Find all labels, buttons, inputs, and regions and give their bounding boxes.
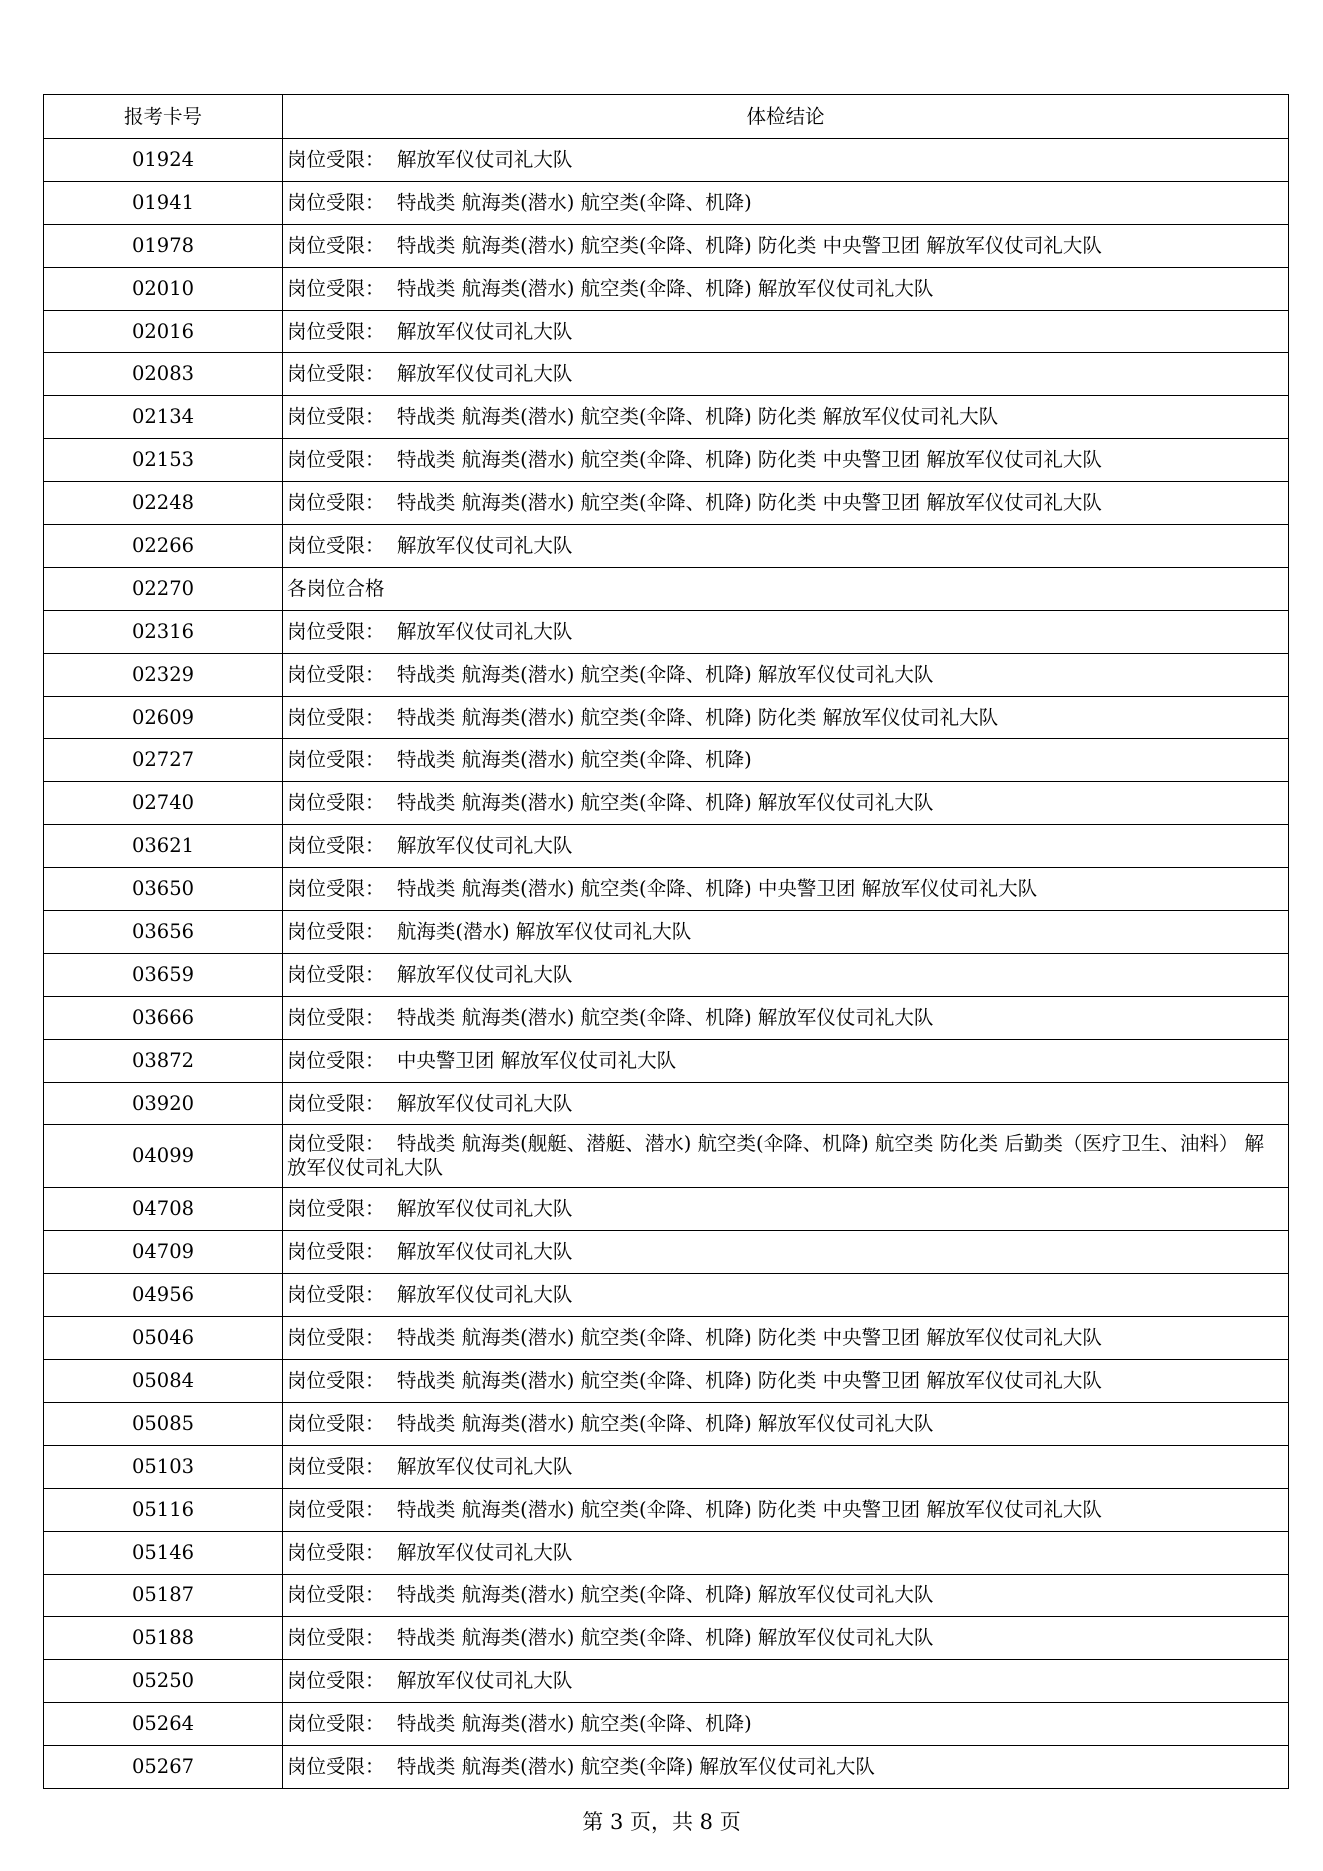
table-row [44,1082,1289,1125]
card-number-cell: 02609 [44,696,283,739]
table-row [44,825,1289,868]
card-number-cell: 03659 [44,953,283,996]
table-row [44,267,1289,310]
exam-conclusion-cell: 岗位受限： 特战类 航海类(潜水) 航空类(伞降) 解放军仪仗司礼大队 [283,1746,1289,1789]
exam-conclusion-cell: 岗位受限： 特战类 航海类(潜水) 航空类(伞降、机降) 解放军仪仗司礼大队 [283,1574,1289,1617]
table-row [44,1274,1289,1317]
card-number-cell: 05187 [44,1574,283,1617]
exam-conclusion-cell: 岗位受限： 特战类 航海类(潜水) 航空类(伞降、机降) 防化类 中央警卫团 解放军仪仗司礼大队 [283,1488,1289,1531]
card-number-cell: 05084 [44,1360,283,1403]
table-row [44,911,1289,954]
table-row [44,482,1289,525]
table-row [44,1317,1289,1360]
exam-conclusion-cell: 岗位受限： 解放军仪仗司礼大队 [283,1188,1289,1231]
card-number-cell: 03621 [44,825,283,868]
exam-conclusion-cell: 岗位受限： 解放军仪仗司礼大队 [283,1445,1289,1488]
card-number-cell: 05046 [44,1317,283,1360]
table-row [44,1746,1289,1789]
exam-conclusion-cell: 岗位受限： 特战类 航海类(潜水) 航空类(伞降、机降) 防化类 中央警卫团 解放军仪仗司礼大队 [283,439,1289,482]
table-row [44,1402,1289,1445]
exam-conclusion-cell: 岗位受限： 特战类 航海类(潜水) 航空类(伞降、机降) 防化类 中央警卫团 解放军仪仗司礼大队 [283,482,1289,525]
exam-conclusion-cell: 岗位受限： 特战类 航海类(舰艇、潜艇、潜水) 航空类(伞降、机降) 航空类 防化类 后勤类（医疗卫生、油料） 解放军仪仗司礼大队 [283,1125,1289,1188]
exam-conclusion-cell: 岗位受限： 特战类 航海类(潜水) 航空类(伞降、机降) 中央警卫团 解放军仪仗司礼大队 [283,868,1289,911]
card-number-cell: 01924 [44,139,283,182]
exam-conclusion-cell: 岗位受限： 解放军仪仗司礼大队 [283,139,1289,182]
table-row [44,224,1289,267]
table-row [44,1660,1289,1703]
table-row [44,953,1289,996]
table-row [44,696,1289,739]
exam-conclusion-cell: 岗位受限： 特战类 航海类(潜水) 航空类(伞降、机降) 解放军仪仗司礼大队 [283,267,1289,310]
table-row [44,653,1289,696]
card-number-cell: 04956 [44,1274,283,1317]
table-row [44,1188,1289,1231]
exam-conclusion-cell: 岗位受限： 解放军仪仗司礼大队 [283,353,1289,396]
exam-conclusion-cell: 岗位受限： 解放军仪仗司礼大队 [283,825,1289,868]
table-row [44,396,1289,439]
table-row [44,181,1289,224]
exam-conclusion-cell: 岗位受限： 解放军仪仗司礼大队 [283,525,1289,568]
table-row [44,782,1289,825]
exam-conclusion-cell: 岗位受限： 解放军仪仗司礼大队 [283,610,1289,653]
card-number-cell: 05250 [44,1660,283,1703]
table-row [44,1488,1289,1531]
exam-conclusion-cell: 各岗位合格 [283,567,1289,610]
card-number-cell: 04708 [44,1188,283,1231]
card-number-cell: 05188 [44,1617,283,1660]
table-row [44,1617,1289,1660]
exam-conclusion-cell: 岗位受限： 特战类 航海类(潜水) 航空类(伞降、机降) 防化类 解放军仪仗司礼大队 [283,696,1289,739]
table-row [44,439,1289,482]
table-row [44,139,1289,182]
card-number-cell: 02083 [44,353,283,396]
table-row [44,1039,1289,1082]
exam-conclusion-cell: 岗位受限： 解放军仪仗司礼大队 [283,1660,1289,1703]
table-row [44,1703,1289,1746]
table-row [44,1445,1289,1488]
table-row [44,1574,1289,1617]
table-row [44,353,1289,396]
card-number-cell: 05267 [44,1746,283,1789]
exam-conclusion-cell: 岗位受限： 特战类 航海类(潜水) 航空类(伞降、机降) 防化类 中央警卫团 解放军仪仗司礼大队 [283,224,1289,267]
card-number-cell: 02740 [44,782,283,825]
exam-conclusion-cell: 岗位受限： 特战类 航海类(潜水) 航空类(伞降、机降) 解放军仪仗司礼大队 [283,1402,1289,1445]
card-number-cell: 05264 [44,1703,283,1746]
exam-conclusion-cell: 岗位受限： 解放军仪仗司礼大队 [283,1531,1289,1574]
table-row [44,525,1289,568]
exam-conclusion-cell: 岗位受限： 特战类 航海类(潜水) 航空类(伞降、机降) 解放军仪仗司礼大队 [283,782,1289,825]
exam-conclusion-cell: 岗位受限： 解放军仪仗司礼大队 [283,1274,1289,1317]
exam-conclusion-cell: 岗位受限： 解放军仪仗司礼大队 [283,310,1289,353]
card-number-cell: 03666 [44,996,283,1039]
card-number-cell: 02016 [44,310,283,353]
card-number-cell: 02266 [44,525,283,568]
table-row [44,1231,1289,1274]
card-number-cell: 03656 [44,911,283,954]
table-body [44,139,1289,1789]
card-number-cell: 05116 [44,1488,283,1531]
header-row [44,95,1289,139]
card-number-cell: 05146 [44,1531,283,1574]
page-footer: 第 3 页，共 8 页 [582,1810,741,1834]
card-number-cell: 04709 [44,1231,283,1274]
card-number-cell: 03872 [44,1039,283,1082]
card-number-cell: 02010 [44,267,283,310]
header-exam-conclusion: 体检结论 [283,95,1289,139]
exam-conclusion-cell: 岗位受限： 特战类 航海类(潜水) 航空类(伞降、机降) [283,1703,1289,1746]
card-number-cell: 02727 [44,739,283,782]
exam-conclusion-cell: 岗位受限： 特战类 航海类(潜水) 航空类(伞降、机降) [283,739,1289,782]
exam-conclusion-cell: 岗位受限： 特战类 航海类(潜水) 航空类(伞降、机降) 解放军仪仗司礼大队 [283,996,1289,1039]
card-number-cell: 03920 [44,1082,283,1125]
card-number-cell: 02316 [44,610,283,653]
table-row [44,1531,1289,1574]
exam-conclusion-cell: 岗位受限： 特战类 航海类(潜水) 航空类(伞降、机降) 防化类 中央警卫团 解放军仪仗司礼大队 [283,1360,1289,1403]
exam-conclusion-cell: 岗位受限： 解放军仪仗司礼大队 [283,953,1289,996]
exam-conclusion-cell: 岗位受限： 特战类 航海类(潜水) 航空类(伞降、机降) [283,181,1289,224]
table-row [44,610,1289,653]
exam-conclusion-cell: 岗位受限： 解放军仪仗司礼大队 [283,1231,1289,1274]
exam-conclusion-cell: 岗位受限： 航海类(潜水) 解放军仪仗司礼大队 [283,911,1289,954]
header-card-number: 报考卡号 [44,95,283,139]
table-row [44,868,1289,911]
card-number-cell: 01978 [44,224,283,267]
card-number-cell: 04099 [44,1125,283,1188]
card-number-cell: 03650 [44,868,283,911]
card-number-cell: 05085 [44,1402,283,1445]
exam-conclusion-cell: 岗位受限： 特战类 航海类(潜水) 航空类(伞降、机降) 防化类 中央警卫团 解放军仪仗司礼大队 [283,1317,1289,1360]
card-number-cell: 02270 [44,567,283,610]
card-number-cell: 02248 [44,482,283,525]
table-row [44,1125,1289,1188]
table-row [44,996,1289,1039]
exam-conclusion-cell: 岗位受限： 特战类 航海类(潜水) 航空类(伞降、机降) 防化类 解放军仪仗司礼大队 [283,396,1289,439]
exam-conclusion-cell: 岗位受限： 特战类 航海类(潜水) 航空类(伞降、机降) 解放军仪仗司礼大队 [283,653,1289,696]
table-row [44,567,1289,610]
card-number-cell: 02134 [44,396,283,439]
card-number-cell: 02329 [44,653,283,696]
exam-conclusion-cell: 岗位受限： 特战类 航海类(潜水) 航空类(伞降、机降) 解放军仪仗司礼大队 [283,1617,1289,1660]
exam-conclusion-cell: 岗位受限： 中央警卫团 解放军仪仗司礼大队 [283,1039,1289,1082]
results-table [43,94,1289,1789]
card-number-cell: 02153 [44,439,283,482]
table-row [44,739,1289,782]
card-number-cell: 05103 [44,1445,283,1488]
exam-conclusion-cell: 岗位受限： 解放军仪仗司礼大队 [283,1082,1289,1125]
table-row [44,310,1289,353]
table-row [44,1360,1289,1403]
card-number-cell: 01941 [44,181,283,224]
